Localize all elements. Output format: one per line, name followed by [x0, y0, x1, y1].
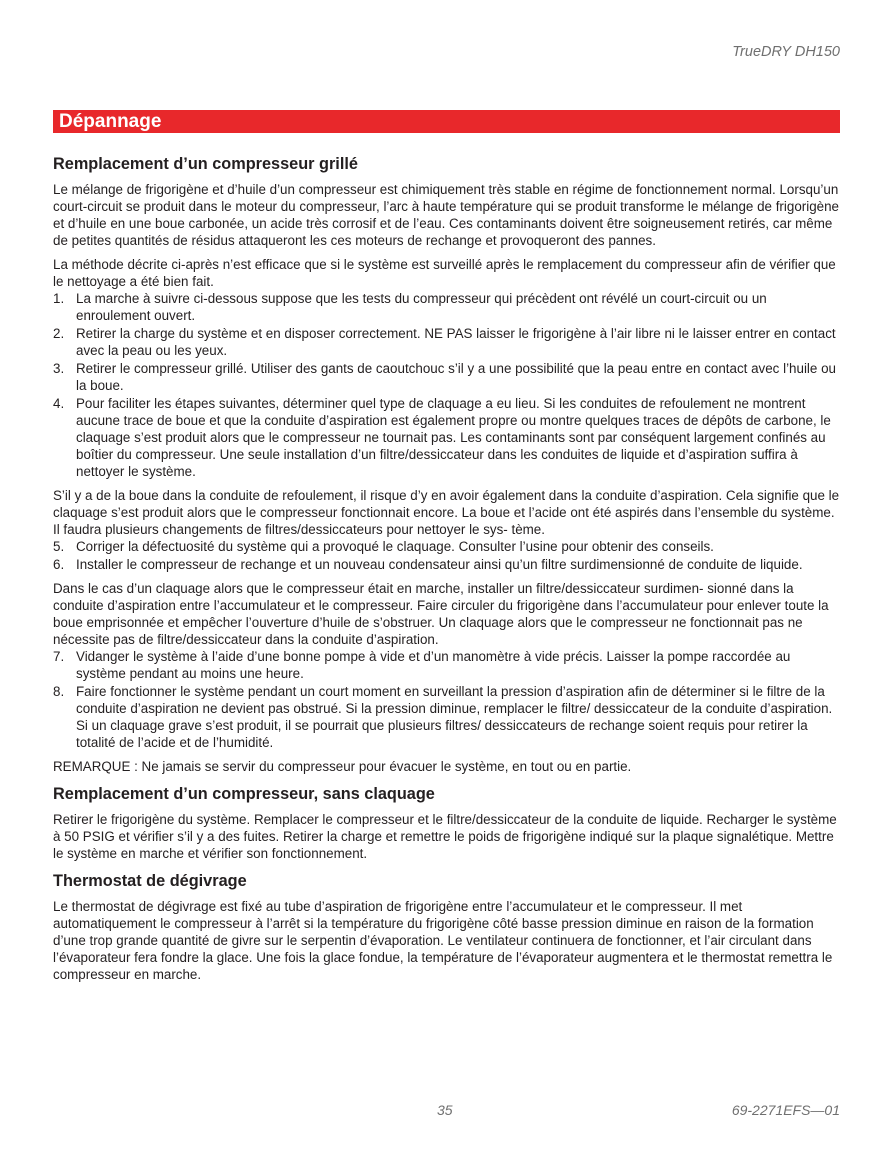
- list-item: [53, 648, 840, 682]
- page-number: 35: [437, 1102, 453, 1118]
- list-number: 8.: [53, 684, 65, 699]
- list-text: Vidanger le système à l’aide d’une bonne pompe à vide et d’un manomètre à vide précis. Laisser la pompe raccordée au système pendant au moins une heure.: [76, 649, 791, 681]
- list-item: [53, 290, 840, 324]
- list-number: 5.: [53, 539, 65, 554]
- heading-defrost-thermostat: Thermostat de dégivrage: [53, 872, 247, 890]
- heading-replacement-no-failure: Remplacement d’un compresseur, sans claquage: [53, 785, 435, 803]
- list-text: Corriger la défectuosité du système qui a provoqué le claquage. Consulter l’usine pour obtenir des conseils.: [76, 539, 714, 554]
- list-text: Pour faciliter les étapes suivantes, déterminer quel type de claquage a eu lieu. Si les conduites de refoulement ne montrent aucune trace de boue et que la conduite d’aspiration est également propre ou montre quelques traces de dépôts de carbone, le claquage s’est produit alors que le compresseur ne tournait pas. Les contaminants sont par conséquent largement confinés au boîtier du compresseur. Une seule installation d’un filtre/dessiccateur dans les conduites de liquide et d’aspiration suffira à nettoyer le système.: [76, 396, 831, 479]
- list-number: 3.: [53, 361, 65, 376]
- steps-list-3: [53, 648, 840, 751]
- list-item: [53, 556, 840, 573]
- list-text: Retirer la charge du système et en disposer correctement. NE PAS laisser le frigorigène à l’air libre ni le laisser entrer en contact avec la peau ou les yeux.: [76, 326, 836, 358]
- paragraph: Le thermostat de dégivrage est fixé au tube d’aspiration de frigorigène entre l’accumulateur et le compresseur. Il met automatiquement le compresseur à l’arrêt si la température du frigorigène côté basse pression diminue en raison de la formation d’une trop grande quantité de givre sur le serpentin d’évaporation. Le ventilateur continuera de fonctionner, et l’air circulant dans l’évaporateur fera fondre la glace. Une fois la glace fondue, la température de l’évaporateur augmentera et le thermostat remettra le compresseur en marche.: [53, 899, 833, 982]
- page-content: [53, 154, 840, 990]
- list-item: [53, 395, 840, 480]
- section-replacement-no-failure: [53, 784, 840, 862]
- note: REMARQUE : Ne jamais se servir du compresseur pour évacuer le système, en tout ou en partie.: [53, 759, 632, 774]
- running-head-product: TrueDRY DH150: [732, 44, 840, 60]
- section-bar: [53, 110, 840, 133]
- steps-list-1: [53, 290, 840, 480]
- list-number: 2.: [53, 326, 65, 341]
- paragraph: Le mélange de frigorigène et d’huile d’un compresseur est chimiquement très stable en régime de fonctionnement normal. Lorsqu’un court-circuit se produit dans le moteur du compresseur, l’arc à haute température qui se produit transforme le mélange de frigorigène et d’huile en une boue carbonée, un acide très corrosif et de l’eau. Ces contaminants doivent être soigneusement retirés, car même de petites quantités de résidus attaqueront les ces moteurs de rechange et provoqueront des pannes.: [53, 182, 839, 248]
- list-text: La marche à suivre ci-dessous suppose que les tests du compresseur qui précèdent ont révélé un court-circuit ou un enroulement ouvert.: [76, 291, 767, 323]
- list-text: Faire fonctionner le système pendant un court moment en surveillant la pression d’aspiration afin de déterminer si le filtre de la conduite d’aspiration ne devient pas obstrué. Si la pression diminue, remplacer le filtre/ dessiccateur de la conduite d’aspiration. Si un claquage grave s’est produit, il se pourrait que plusieurs filtres/ dessiccateurs de rechange soient requis pour retirer la totalité de l’acide et de l’humidité.: [76, 684, 833, 750]
- list-number: 1.: [53, 291, 65, 306]
- list-item: [53, 360, 840, 394]
- steps-list-2: [53, 538, 840, 573]
- paragraph: La méthode décrite ci-après n’est efficace que si le système est surveillé après le remplacement du compresseur afin de vérifier que le nettoyage a été bien fait.: [53, 257, 836, 289]
- list-number: 4.: [53, 396, 65, 411]
- list-number: 7.: [53, 649, 65, 664]
- list-number: 6.: [53, 557, 65, 572]
- list-item: [53, 538, 840, 555]
- list-text: Retirer le compresseur grillé. Utiliser des gants de caoutchouc s’il y a une possibilité que la peau entre en contact avec l’huile ou la boue.: [76, 361, 836, 393]
- list-item: [53, 325, 840, 359]
- paragraph: Dans le cas d’un claquage alors que le compresseur était en marche, installer un filtre/dessiccateur surdimen- sionné dans la conduite d’aspiration entre l’accumulateur et le compresseur. Faire circuler du frigorigène dans l’accumulateur pour enlever toute la boue emprisonnée et empêcher l’ouverture d’huile de s’obstruer. Un claquage alors que le compresseur ne fonctionnait pas ne nécessite pas de filtre/dessiccateur dans la conduite d’aspiration.: [53, 581, 829, 647]
- paragraph: Retirer le frigorigène du système. Remplacer le compresseur et le filtre/dessiccateur de la conduite de liquide. Recharger le système à 50 PSIG et vérifier s’il y a des fuites. Retirer la charge et remettre le poids de frigorigène indiqué sur la plaque signalétique. Mettre le système en marche et vérifier son fonctionnement.: [53, 812, 837, 861]
- heading-burned-compressor: Remplacement d’un compresseur grillé: [53, 155, 358, 173]
- section-defrost-thermostat: [53, 871, 840, 983]
- list-text: Installer le compresseur de rechange et un nouveau condensateur ainsi qu’un filtre surdimensionné de conduite de liquide.: [76, 557, 803, 572]
- document-id: 69-2271EFS—01: [731, 1102, 840, 1118]
- list-item: [53, 683, 840, 751]
- section-title: Dépannage: [59, 111, 162, 132]
- paragraph: S’il y a de la boue dans la conduite de refoulement, il risque d’y en avoir également dans la conduite d’aspiration. Cela signifie que le claquage s’est produit alors que le compresseur fonctionnait encore. La boue et l’acide ont été aspirés dans l’ensemble du système. Il faudra plusieurs changements de filtres/dessiccateurs pour nettoyer le sys- tème.: [53, 488, 840, 537]
